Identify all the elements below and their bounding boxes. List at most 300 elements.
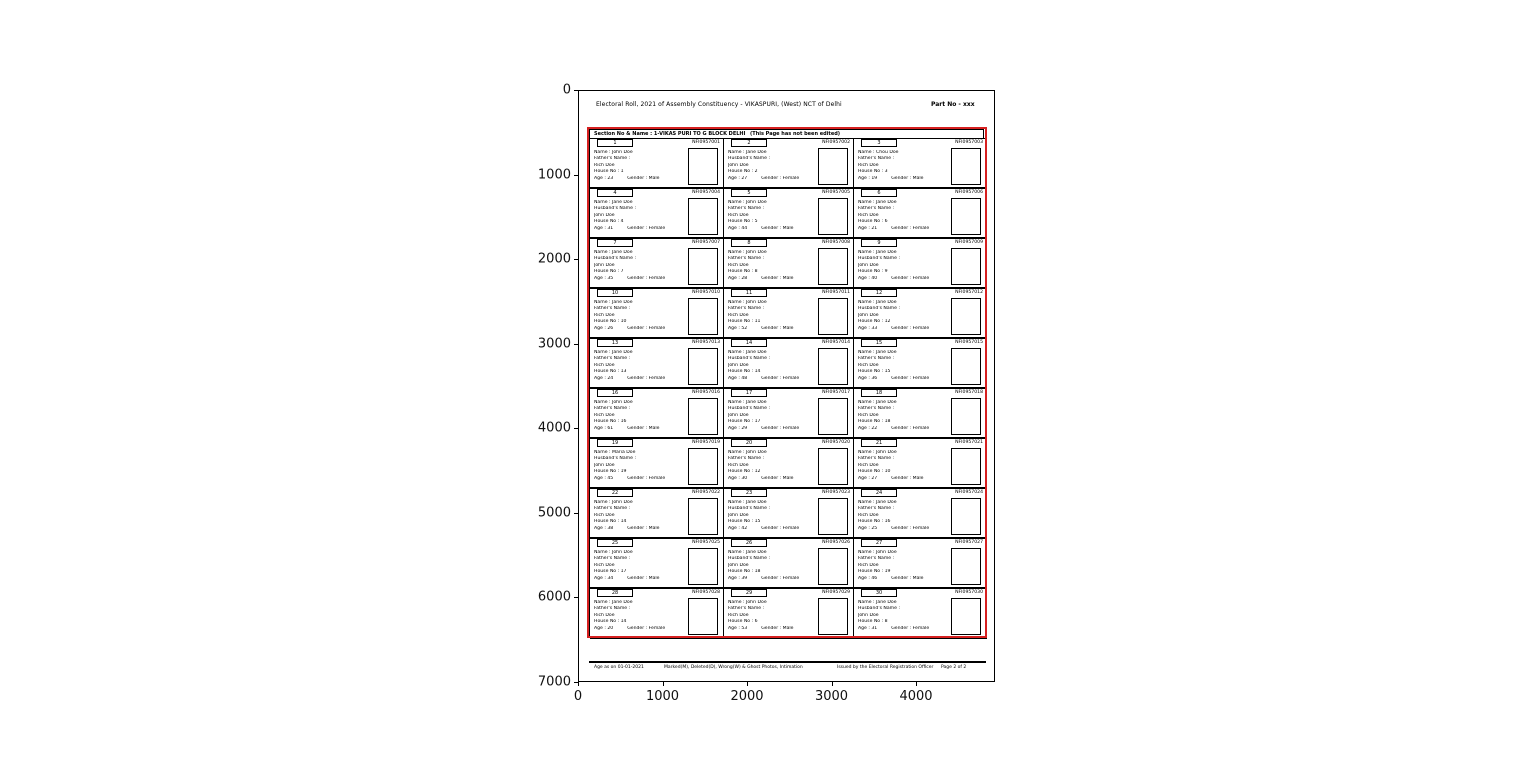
voter-card-grid: [589, 138, 986, 638]
age-gender-line: [594, 426, 686, 432]
epic-number: NFI0957007: [692, 240, 720, 245]
relation-label-line: Father's Name :: [594, 406, 631, 412]
relation-name-line: Rich Doe: [594, 362, 615, 368]
y-tick-mark: [574, 513, 578, 514]
age-gender-line: [728, 276, 820, 282]
relation-name-line: Rich Doe: [858, 212, 879, 218]
photo-placeholder-box: [688, 598, 718, 635]
relation-name-line: Rich Doe: [594, 562, 615, 568]
relation-name-line: John Doe: [594, 212, 615, 218]
relation-label-line: Father's Name :: [728, 306, 765, 312]
relation-name-line: John Doe: [728, 562, 749, 568]
voter-card: [724, 589, 854, 639]
epic-number: NFI0957019: [692, 440, 720, 445]
serial-number-box: [731, 339, 767, 347]
house-line: House No : 6: [728, 619, 758, 625]
voter-card: [590, 389, 724, 439]
age-value: Age : 23: [594, 175, 614, 181]
serial-number-box: [731, 189, 767, 197]
house-line: House No : 8: [858, 619, 888, 625]
age-gender-line: [728, 376, 820, 382]
age-gender-line: [594, 476, 686, 482]
voter-details: [594, 500, 686, 532]
serial-number: 11: [745, 290, 753, 296]
page-edit-note: (This Page has not been edited): [750, 131, 841, 137]
name-line: Name : John Doe: [728, 200, 767, 205]
name-line: Name : John Doe: [728, 600, 767, 605]
serial-number-box: [861, 339, 897, 347]
page-title: Electoral Roll, 2021 of Assembly Constituency - VIKASPURI, (West) NCT of Delhi: [596, 101, 842, 108]
relation-name-line: Rich Doe: [594, 512, 615, 518]
voter-card: [590, 239, 724, 289]
x-tick-mark: [832, 682, 833, 686]
serial-number-box: [597, 539, 633, 547]
serial-number: 6: [877, 190, 881, 196]
name-line: Name : Jane Doe: [858, 300, 897, 305]
voter-card: [724, 239, 854, 289]
epic-number: NFI0957003: [955, 140, 983, 145]
name-line: Name : Jane Doe: [594, 600, 633, 605]
house-line: House No : 3: [858, 169, 888, 175]
serial-number-box: [597, 439, 633, 447]
gender-value: Gender : Male: [627, 425, 660, 431]
age-value: Age : 27: [728, 175, 748, 181]
house-line: House No : 4: [594, 219, 624, 225]
name-line: Name : Jane Doe: [594, 350, 633, 355]
voter-card: [590, 339, 724, 389]
y-tick-label: 2000: [537, 251, 571, 267]
serial-number: 7: [613, 240, 617, 246]
section-title: Section No & Name : 1-VIKAS PURI TO G BLOCK DELHI: [594, 131, 746, 137]
age-gender-line: [858, 226, 950, 232]
house-line: House No : 17: [728, 419, 761, 425]
serial-number-box: [731, 239, 767, 247]
house-line: House No : 16: [858, 519, 891, 525]
serial-number: 15: [875, 340, 883, 346]
relation-label-line: Husband's Name :: [594, 456, 636, 462]
serial-number: 12: [875, 290, 883, 296]
house-line: House No : 15: [728, 519, 761, 525]
y-tick-mark: [574, 175, 578, 176]
relation-label-line: Father's Name :: [594, 156, 631, 162]
relation-name-line: Rich Doe: [594, 162, 615, 168]
relation-label-line: Father's Name :: [594, 556, 631, 562]
age-gender-line: [858, 326, 950, 332]
relation-name-line: Rich Doe: [858, 412, 879, 418]
gender-value: Gender : Female: [761, 175, 800, 181]
relation-label-line: Husband's Name :: [728, 406, 770, 412]
voter-card: [590, 189, 724, 239]
serial-number-box: [597, 289, 633, 297]
name-line: Name : Chou Doe: [858, 150, 899, 155]
voter-card: [854, 139, 987, 189]
serial-number: 3: [877, 140, 881, 146]
gender-value: Gender : Female: [891, 225, 930, 231]
voter-card: [590, 589, 724, 639]
age-value: Age : 28: [728, 275, 748, 281]
age-gender-line: [858, 526, 950, 532]
relation-label-line: Husband's Name :: [594, 256, 636, 262]
photo-placeholder-box: [818, 348, 848, 385]
serial-number-box: [861, 489, 897, 497]
photo-placeholder-box: [818, 148, 848, 185]
photo-placeholder-box: [951, 298, 981, 335]
age-value: Age : 36: [858, 375, 878, 381]
epic-number: NFI0957029: [822, 590, 850, 595]
house-line: House No : 11: [728, 319, 761, 325]
house-line: House No : 10: [594, 319, 627, 325]
x-tick-label: 2000: [730, 689, 764, 704]
voter-details: [594, 350, 686, 382]
voter-card: [724, 339, 854, 389]
house-line: House No : 8: [728, 269, 758, 275]
voter-card: [590, 139, 724, 189]
house-line: House No : 14: [728, 369, 761, 375]
photo-placeholder-box: [688, 498, 718, 535]
voter-details: [858, 400, 950, 432]
voter-card: [854, 439, 987, 489]
age-gender-line: [728, 326, 820, 332]
relation-name-line: John Doe: [728, 412, 749, 418]
relation-label-line: Husband's Name :: [594, 206, 636, 212]
house-line: House No : 10: [858, 469, 891, 475]
serial-number: 29: [745, 590, 753, 596]
age-value: Age : 26: [594, 325, 614, 331]
name-line: Name : Jane Doe: [858, 350, 897, 355]
serial-number-box: [731, 289, 767, 297]
footer-legend-note: Marked(M), Deleted(D), Wrong(W) & Ghost Photos, Intimation: [664, 665, 803, 670]
house-line: House No : 9: [858, 269, 888, 275]
gender-value: Gender : Male: [761, 625, 794, 631]
serial-number: 8: [747, 240, 751, 246]
photo-placeholder-box: [951, 198, 981, 235]
name-line: Name : John Doe: [858, 450, 897, 455]
photo-placeholder-box: [818, 248, 848, 285]
serial-number-box: [597, 389, 633, 397]
voter-details: [594, 300, 686, 332]
name-line: Name : Jane Doe: [858, 400, 897, 405]
house-line: House No : 19: [594, 469, 627, 475]
gender-value: Gender : Male: [891, 475, 924, 481]
voter-card: [724, 389, 854, 439]
name-line: Name : Jane Doe: [728, 150, 767, 155]
age-value: Age : 27: [858, 475, 878, 481]
age-gender-line: [594, 326, 686, 332]
voter-card: [590, 539, 724, 589]
y-tick-label: 1000: [537, 167, 571, 183]
photo-placeholder-box: [818, 598, 848, 635]
relation-name-line: Rich Doe: [728, 612, 749, 618]
age-gender-line: [728, 576, 820, 582]
age-value: Age : 53: [728, 625, 748, 631]
serial-number-box: [597, 239, 633, 247]
house-line: House No : 15: [858, 369, 891, 375]
serial-number: 1: [613, 140, 617, 146]
photo-placeholder-box: [951, 448, 981, 485]
voter-details: [858, 550, 950, 582]
gender-value: Gender : Female: [891, 275, 930, 281]
relation-name-line: John Doe: [728, 362, 749, 368]
serial-number: 26: [745, 540, 753, 546]
photo-placeholder-box: [688, 348, 718, 385]
y-tick-label: 5000: [537, 505, 571, 521]
name-line: Name : John Doe: [728, 300, 767, 305]
gender-value: Gender : Female: [627, 375, 666, 381]
voter-details: [728, 450, 820, 482]
age-value: Age : 48: [728, 375, 748, 381]
voter-card: [724, 139, 854, 189]
age-value: Age : 19: [858, 175, 878, 181]
photo-placeholder-box: [818, 448, 848, 485]
section-header-bar: [589, 129, 984, 138]
relation-name-line: John Doe: [728, 512, 749, 518]
electoral-roll-page: [579, 91, 994, 681]
voter-details: [728, 250, 820, 282]
relation-label-line: Father's Name :: [594, 356, 631, 362]
house-line: House No : 19: [858, 569, 891, 575]
relation-label-line: Father's Name :: [858, 206, 895, 212]
serial-number: 17: [745, 390, 753, 396]
epic-number: NFI0957008: [822, 240, 850, 245]
age-value: Age : 31: [594, 225, 614, 231]
epic-number: NFI0957023: [822, 490, 850, 495]
gender-value: Gender : Male: [761, 225, 794, 231]
y-tick-label: 4000: [537, 420, 571, 436]
serial-number: 4: [613, 190, 617, 196]
relation-label-line: Husband's Name :: [858, 256, 900, 262]
voter-details: [728, 600, 820, 632]
voter-details: [858, 150, 950, 182]
gender-value: Gender : Female: [761, 525, 800, 531]
y-tick-mark: [574, 90, 578, 91]
name-line: Name : John Doe: [594, 400, 633, 405]
photo-placeholder-box: [688, 448, 718, 485]
photo-placeholder-box: [688, 198, 718, 235]
gender-value: Gender : Female: [627, 275, 666, 281]
voter-details: [594, 250, 686, 282]
age-value: Age : 34: [594, 575, 614, 581]
voter-card: [724, 439, 854, 489]
voter-details: [858, 200, 950, 232]
voter-details: [728, 150, 820, 182]
age-gender-line: [728, 526, 820, 532]
relation-label-line: Father's Name :: [858, 556, 895, 562]
name-line: Name : Jane Doe: [728, 550, 767, 555]
gender-value: Gender : Female: [891, 325, 930, 331]
serial-number-box: [861, 389, 897, 397]
gender-value: Gender : Female: [891, 425, 930, 431]
photo-placeholder-box: [688, 248, 718, 285]
relation-name-line: John Doe: [728, 162, 749, 168]
relation-name-line: Rich Doe: [858, 512, 879, 518]
age-gender-line: [728, 426, 820, 432]
relation-label-line: Father's Name :: [858, 456, 895, 462]
photo-placeholder-box: [818, 198, 848, 235]
serial-number-box: [597, 339, 633, 347]
serial-number: 10: [611, 290, 619, 296]
serial-number-box: [861, 289, 897, 297]
voter-card: [590, 289, 724, 339]
x-tick-mark: [578, 682, 579, 686]
house-line: House No : 6: [858, 219, 888, 225]
voter-details: [594, 600, 686, 632]
relation-label-line: Father's Name :: [594, 606, 631, 612]
epic-number: NFI0957015: [955, 340, 983, 345]
photo-placeholder-box: [818, 298, 848, 335]
y-tick-label: 6000: [537, 589, 571, 605]
serial-number: 28: [611, 590, 619, 596]
gender-value: Gender : Female: [761, 375, 800, 381]
serial-number-box: [861, 189, 897, 197]
x-tick-mark: [747, 682, 748, 686]
epic-number: NFI0957028: [692, 590, 720, 595]
relation-name-line: Rich Doe: [594, 412, 615, 418]
voter-card: [854, 339, 987, 389]
house-line: House No : 5: [728, 219, 758, 225]
voter-details: [594, 550, 686, 582]
y-tick-mark: [574, 344, 578, 345]
epic-number: NFI0957001: [692, 140, 720, 145]
gender-value: Gender : Male: [627, 575, 660, 581]
voter-details: [728, 400, 820, 432]
footer-divider: [589, 661, 986, 663]
epic-number: NFI0957021: [955, 440, 983, 445]
footer-issuer-note: Issued by the Electoral Registration Officer: [837, 665, 934, 670]
house-line: House No : 17: [594, 569, 627, 575]
age-value: Age : 25: [858, 525, 878, 531]
photo-placeholder-box: [951, 348, 981, 385]
house-line: House No : 12: [728, 469, 761, 475]
age-value: Age : 52: [728, 325, 748, 331]
age-gender-line: [594, 226, 686, 232]
y-tick-mark: [574, 259, 578, 260]
name-line: Name : John Doe: [728, 450, 767, 455]
relation-label-line: Husband's Name :: [858, 606, 900, 612]
x-tick-label: 1000: [645, 689, 680, 704]
relation-name-line: Rich Doe: [728, 462, 749, 468]
age-gender-line: [858, 626, 950, 632]
voter-details: [728, 550, 820, 582]
gender-value: Gender : Male: [761, 325, 794, 331]
serial-number: 19: [611, 440, 619, 446]
house-line: House No : 12: [858, 319, 891, 325]
gender-value: Gender : Female: [891, 525, 930, 531]
epic-number: NFI0957012: [955, 290, 983, 295]
name-line: Name : Jane Doe: [858, 600, 897, 605]
relation-label-line: Husband's Name :: [728, 156, 770, 162]
age-gender-line: [858, 376, 950, 382]
x-tick-label: 0: [573, 689, 583, 704]
house-line: House No : 2: [728, 169, 758, 175]
serial-number-box: [861, 139, 897, 147]
y-tick-label: 7000: [537, 674, 571, 690]
relation-label-line: Father's Name :: [728, 206, 765, 212]
age-gender-line: [728, 226, 820, 232]
photo-placeholder-box: [688, 398, 718, 435]
age-value: Age : 44: [728, 225, 748, 231]
house-line: House No : 16: [594, 419, 627, 425]
age-value: Age : 30: [728, 475, 748, 481]
name-line: Name : John Doe: [594, 500, 633, 505]
name-line: Name : Jane Doe: [594, 300, 633, 305]
photo-placeholder-box: [688, 548, 718, 585]
name-line: Name : Jane Doe: [728, 350, 767, 355]
age-value: Age : 21: [858, 225, 878, 231]
voter-details: [858, 600, 950, 632]
epic-number: NFI0957017: [822, 390, 850, 395]
age-value: Age : 29: [728, 425, 748, 431]
voter-card: [724, 489, 854, 539]
serial-number: 9: [877, 240, 881, 246]
voter-card: [854, 539, 987, 589]
relation-label-line: Husband's Name :: [728, 556, 770, 562]
name-line: Name : Jane Doe: [858, 200, 897, 205]
x-tick-label: 4000: [899, 689, 933, 704]
age-gender-line: [728, 176, 820, 182]
age-value: Age : 31: [858, 625, 878, 631]
serial-number: 23: [745, 490, 753, 496]
name-line: Name : John Doe: [728, 250, 767, 255]
epic-number: NFI0957020: [822, 440, 850, 445]
gender-value: Gender : Female: [761, 425, 800, 431]
serial-number: 13: [611, 340, 619, 346]
epic-number: NFI0957030: [955, 590, 983, 595]
gender-value: Gender : Male: [761, 475, 794, 481]
voter-details: [728, 500, 820, 532]
relation-label-line: Father's Name :: [858, 156, 895, 162]
epic-number: NFI0957011: [822, 290, 850, 295]
age-value: Age : 45: [594, 475, 614, 481]
voter-details: [858, 500, 950, 532]
age-gender-line: [858, 426, 950, 432]
relation-name-line: John Doe: [858, 262, 879, 268]
voter-details: [594, 150, 686, 182]
photo-placeholder-box: [951, 548, 981, 585]
gender-value: Gender : Female: [627, 475, 666, 481]
y-tick-mark: [574, 428, 578, 429]
relation-name-line: Rich Doe: [858, 162, 879, 168]
age-gender-line: [858, 276, 950, 282]
serial-number-box: [731, 139, 767, 147]
photo-placeholder-box: [688, 298, 718, 335]
epic-number: NFI0957010: [692, 290, 720, 295]
voter-card: [724, 539, 854, 589]
y-tick-mark: [574, 597, 578, 598]
voter-card: [590, 439, 724, 489]
epic-number: NFI0957022: [692, 490, 720, 495]
serial-number-box: [861, 589, 897, 597]
house-line: House No : 13: [594, 369, 627, 375]
voter-details: [728, 300, 820, 332]
age-gender-line: [594, 576, 686, 582]
relation-name-line: Rich Doe: [728, 262, 749, 268]
voter-details: [858, 250, 950, 282]
serial-number-box: [597, 489, 633, 497]
y-tick-label: 3000: [537, 336, 571, 352]
x-tick-mark: [663, 682, 664, 686]
voter-details: [858, 300, 950, 332]
age-value: Age : 46: [858, 575, 878, 581]
epic-number: NFI0957024: [955, 490, 983, 495]
age-value: Age : 42: [728, 525, 748, 531]
relation-name-line: John Doe: [858, 312, 879, 318]
relation-name-line: Rich Doe: [594, 312, 615, 318]
serial-number: 2: [747, 140, 751, 146]
epic-number: NFI0957025: [692, 540, 720, 545]
name-line: Name : Jane Doe: [858, 500, 897, 505]
gender-value: Gender : Female: [891, 625, 930, 631]
serial-number-box: [597, 139, 633, 147]
